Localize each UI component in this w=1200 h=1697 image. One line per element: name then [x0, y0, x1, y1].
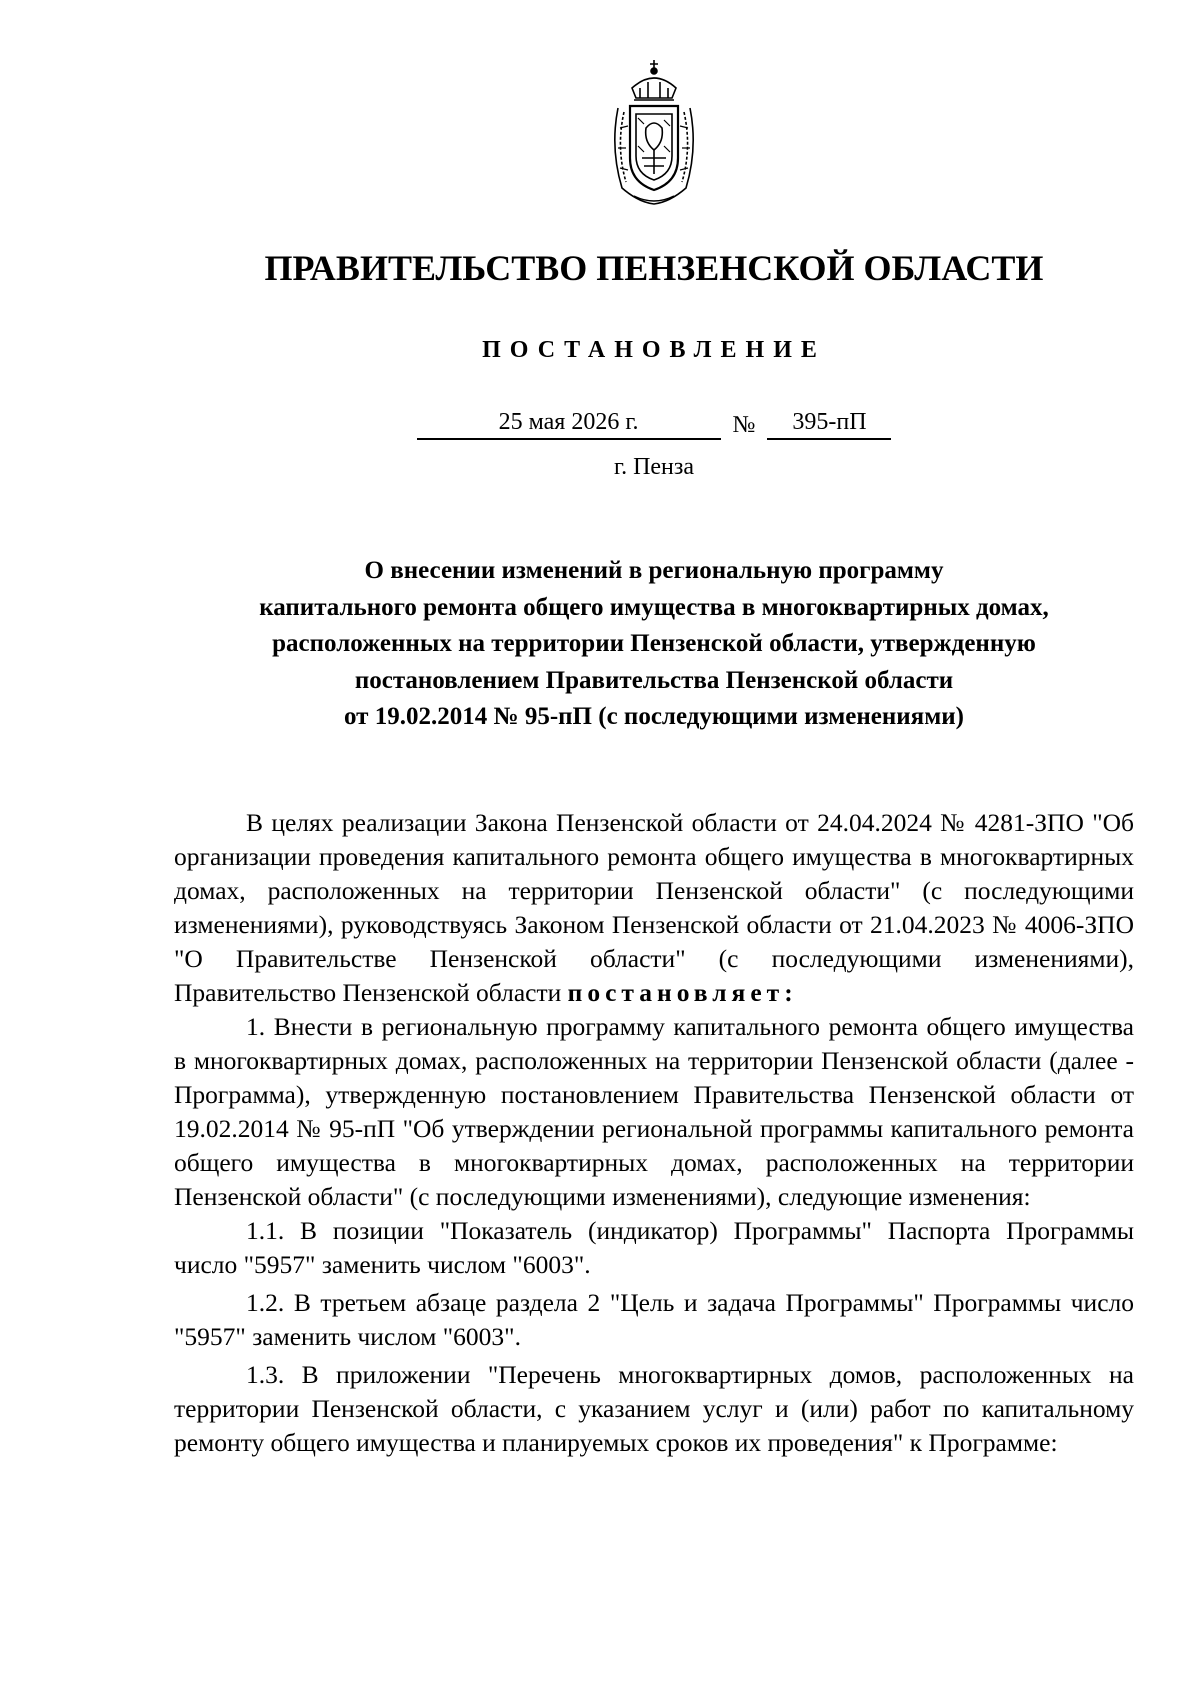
preamble-text: В целях реализации Закона Пензенской области от 24.04.2024 № 4281-ЗПО "Об организации проведения капитального ремонта общего имущества в многоквартирных домах, расположенных на территории Пензенской области" (с последующими изменениями), руководствуясь Законом Пензенской области от 21.04.2023 № 4006-ЗПО "О Правительстве Пензенской области" (с последующими изменениями), Правительство Пензенской области	[174, 808, 1134, 1007]
paragraph-1-3: 1.3. В приложении "Перечень многоквартирных домов, расположенных на территории Пензенской области, с указанием услуг и (или) работ по капитальному ремонту общего имущества и планируемых сроков их проведения" к Программе:	[174, 1360, 1134, 1457]
city: г. Пенза	[613, 454, 695, 480]
preamble-paragraph	[174, 806, 1134, 1010]
document-title	[150, 553, 1158, 736]
paragraph-1-1: 1.1. В позиции "Показатель (индикатор) Программы" Паспорта Программы число "5957" заменить числом "6003".	[174, 1216, 1134, 1279]
title-line: О внесении изменений в региональную программу	[364, 557, 944, 584]
document-date: 25 мая 2026 г.	[417, 407, 721, 440]
penza-region-coat-of-arms-icon	[604, 58, 704, 208]
document-body	[174, 806, 1134, 1460]
title-line: от 19.02.2014 № 95-пП (с последующими изменениями)	[344, 703, 964, 730]
title-line: расположенных на территории Пензенской области, утвержденную	[272, 630, 1036, 657]
organization-name: ПРАВИТЕЛЬСТВО ПЕНЗЕНСКОЙ ОБЛАСТИ	[264, 248, 1044, 288]
document-number: 395-пП	[767, 407, 891, 440]
number-sign: №	[732, 412, 756, 438]
date-number-line	[0, 410, 1200, 440]
paragraph-1-2: 1.2. В третьем абзаце раздела 2 "Цель и задача Программы" Программы число "5957" заменить числом "6003".	[174, 1288, 1134, 1351]
resolves-word: постановляет:	[567, 978, 798, 1007]
document-type: ПОСТАНОВЛЕНИЕ	[482, 337, 826, 363]
paragraph-1: 1. Внести в региональную программу капитального ремонта общего имущества в многоквартирных домах, расположенных на территории Пензенской области (далее - Программа), утвержденную постановлением Правительства Пензенской области от 19.02.2014 № 95-пП "Об утверждении региональной программы капитального ремонта общего имущества в многоквартирных домах, расположенных на территории Пензенской области" (с последующими изменениями), следующие изменения:	[174, 1012, 1134, 1211]
title-line: капитального ремонта общего имущества в многоквартирных домах,	[259, 593, 1049, 621]
title-line: постановлением Правительства Пензенской области	[354, 666, 954, 694]
